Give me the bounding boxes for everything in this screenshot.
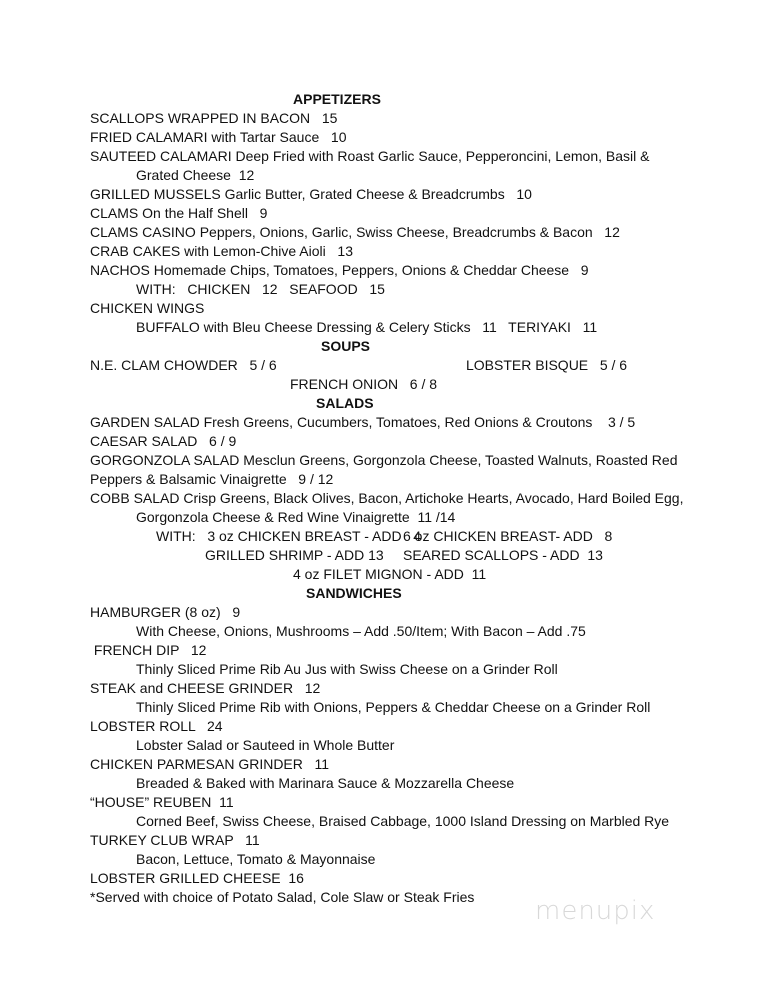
menu-item-description: Bacon, Lettuce, Tomato & Mayonnaise xyxy=(136,851,376,867)
menu-item: STEAK and CHEESE GRINDER 12 xyxy=(90,680,321,696)
section-heading-sandwiches: SANDWICHES xyxy=(306,585,402,601)
menu-item: FRENCH ONION 6 / 8 xyxy=(290,376,438,392)
menu-item: FRENCH DIP 12 xyxy=(90,642,207,658)
menu-item: GARDEN SALAD Fresh Greens, Cucumbers, Tomatoes, Red Onions & Croutons 3 / 5 xyxy=(90,414,636,430)
menu-item-addon: BUFFALO with Bleu Cheese Dressing & Celery Sticks 11 TERIYAKI 11 xyxy=(136,319,598,335)
menu-item-continued: Grated Cheese 12 xyxy=(136,167,255,183)
menu-item: GRILLED MUSSELS Garlic Butter, Grated Cheese & Breadcrumbs 10 xyxy=(90,186,532,202)
sides-note: *Served with choice of Potato Salad, Cole Slaw or Steak Fries xyxy=(90,889,475,905)
menu-item: FRIED CALAMARI with Tartar Sauce 10 xyxy=(90,129,347,145)
salad-addon: WITH: 3 oz CHICKEN BREAST - ADD 4 xyxy=(156,528,422,544)
menu-item: HAMBURGER (8 oz) 9 xyxy=(90,604,241,620)
menu-item: LOBSTER GRILLED CHEESE 16 xyxy=(90,870,304,886)
menu-item: CAESAR SALAD 6 / 9 xyxy=(90,433,237,449)
menu-item: TURKEY CLUB WRAP 11 xyxy=(90,832,260,848)
menu-item: CLAMS On the Half Shell 9 xyxy=(90,205,268,221)
menu-item: COBB SALAD Crisp Greens, Black Olives, Bacon, Artichoke Hearts, Avocado, Hard Boiled Egg, xyxy=(90,490,684,506)
salad-addon: 6 oz CHICKEN BREAST- ADD 8 xyxy=(403,528,613,544)
menu-item-description: With Cheese, Onions, Mushrooms – Add .50/Item; With Bacon – Add .75 xyxy=(136,623,586,639)
menu-item-addon: WITH: CHICKEN 12 SEAFOOD 15 xyxy=(136,281,385,297)
menu-item-description: Lobster Salad or Sauteed in Whole Butter xyxy=(136,737,395,753)
menu-item: N.E. CLAM CHOWDER 5 / 6 xyxy=(90,357,277,373)
menu-item: SCALLOPS WRAPPED IN BACON 15 xyxy=(90,110,338,126)
menu-item: CRAB CAKES with Lemon-Chive Aioli 13 xyxy=(90,243,353,259)
menu-item: CHICKEN WINGS xyxy=(90,300,205,316)
section-heading-appetizers: APPETIZERS xyxy=(293,91,381,107)
menu-item: CLAMS CASINO Peppers, Onions, Garlic, Swiss Cheese, Breadcrumbs & Bacon 12 xyxy=(90,224,620,240)
menu-item-description: Thinly Sliced Prime Rib Au Jus with Swiss Cheese on a Grinder Roll xyxy=(136,661,558,677)
menu-item-continued: Peppers & Balsamic Vinaigrette 9 / 12 xyxy=(90,471,334,487)
menu-item-description: Breaded & Baked with Marinara Sauce & Mozzarella Cheese xyxy=(136,775,515,791)
watermark-logo: menupix xyxy=(535,896,656,926)
menu-item: SAUTEED CALAMARI Deep Fried with Roast Garlic Sauce, Pepperoncini, Lemon, Basil & xyxy=(90,148,650,164)
menu-item: NACHOS Homemade Chips, Tomatoes, Peppers, Onions & Cheddar Cheese 9 xyxy=(90,262,589,278)
menu-item: GORGONZOLA SALAD Mesclun Greens, Gorgonzola Cheese, Toasted Walnuts, Roasted Red xyxy=(90,452,678,468)
section-heading-soups: SOUPS xyxy=(321,338,371,354)
menu-item-description: Thinly Sliced Prime Rib with Onions, Peppers & Cheddar Cheese on a Grinder Roll xyxy=(136,699,651,715)
section-heading-salads: SALADS xyxy=(316,395,374,411)
salad-addon: SEARED SCALLOPS - ADD 13 xyxy=(403,547,603,563)
menu-item: LOBSTER BISQUE 5 / 6 xyxy=(466,357,628,373)
salad-addon: GRILLED SHRIMP - ADD 13 xyxy=(205,547,384,563)
salad-addon: 4 oz FILET MIGNON - ADD 11 xyxy=(293,566,487,582)
menu-item: CHICKEN PARMESAN GRINDER 11 xyxy=(90,756,330,772)
menu-item: LOBSTER ROLL 24 xyxy=(90,718,223,734)
menu-item-continued: Gorgonzola Cheese & Red Wine Vinaigrette 11 /14 xyxy=(136,509,456,525)
menu-item-description: Corned Beef, Swiss Cheese, Braised Cabbage, 1000 Island Dressing on Marbled Rye xyxy=(136,813,670,829)
menu-item: “HOUSE” REUBEN 11 xyxy=(90,794,234,810)
